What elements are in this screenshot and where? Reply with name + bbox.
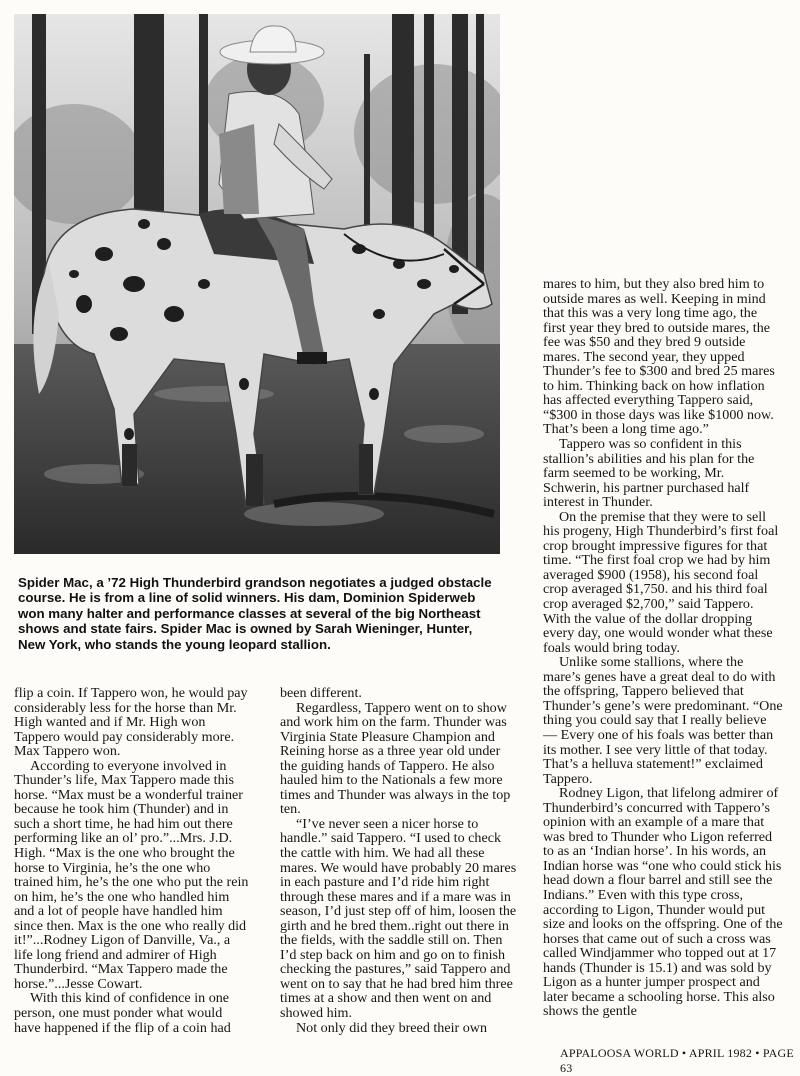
paragraph: been different.: [280, 685, 362, 701]
paragraph: flip a coin. If Tappero won, he would pay considerably less for the horse than Mr. High wanted and if Mr. High won Tappero would pay considerably more. Max Tappero won.: [14, 685, 248, 760]
paragraph: According to everyone involved in Thunder’s life, Max Tappero made this horse. “Max must be a wonderful trainer because he took him (Thunder) and in such a short time, he had him out there performing like an ol’ pro.”...Mrs. J.D. High. “Max is the one who brought the horse to Virginia, he’s the one who trained him, he’s the one who put the rein on him, he’s the one who handled him and a lot of people have handled him since then. Max is the one who really did it!”...Rodney Ligon of Danville, Va., a life long friend and admirer of High Thunderbird. “Max Tappero made the horse.”...Jesse Cowart.: [14, 757, 249, 992]
paragraph: mares to him, but they also bred him to outside mares as well. Keeping in mind that this was a very long time ago, the first year they bred to outside mares, the fee was $50 and they bred 9 outside mares. The second year, they upped Thunder’s fee to $300 and bred 25 mares to him. Thinking back on how inflation has affected everything Tappero said, “$300 in those days was like $1000 now. That’s been a long time ago.”: [543, 276, 775, 438]
article-column-1: [14, 686, 252, 1035]
horse-photo-image: [14, 14, 500, 554]
article-column-2: [280, 686, 520, 1035]
horse-photo: [14, 14, 500, 554]
photo-caption: Spider Mac, a ’72 High Thunderbird grandson negotiates a judged obstacle course. He is from a line of solid winners. His dam, Dominion Spiderweb won many halter and performance classes at several of the big Northeast shows and state fairs. Spider Mac is owned by Sarah Wieninger, Hunter, New York, who stands the young leopard stallion.: [18, 575, 492, 652]
paragraph: “I’ve never seen a nicer horse to handle.” said Tappero. “I used to check the cattle with him. We had all these mares. We would have probably 20 mares in each pasture and I’d ride him right through these mares and if a mare was in season, I’d just step off of him, loosen the girth and he bred them..right out there in the fields, with the saddle still on. Then I’d step back on him and go on to finish checking the pastures,” said Tappero and went on to say that he had bred him three times at a show and then went on and showed him.: [280, 815, 517, 1022]
paragraph: Regardless, Tappero went on to show and work him on the farm. Thunder was Virginia State Pleasure Champion and Reining horse as a three year old under the guiding hands of Tappero. He also hauled him to the Nationals a few more times and Thunder was always in the top ten.: [280, 699, 511, 818]
paragraph: Not only did they breed their own: [296, 1019, 488, 1036]
paragraph: On the premise that they were to sell his progeny, High Thunderbird’s first foal crop brought impressive figures for that time. “The first foal crop we had by him averaged $900 (1958), his second foal crop averaged $1,750. and his third foal crop averaged $2,700,” said Tappero. With the value of the dollar dropping every day, one would wonder what these foals would bring today.: [543, 508, 779, 656]
paragraph: Rodney Ligon, that lifelong admirer of Thunderbird’s concurred with Tappero’s opinion with an example of a mare that was bred to Thunder who Ligon referred to as an ‘Indian horse’. In his words, an Indian horse was “one who could stick his head down a flour barrel and still see the Indians.” Even with this type cross, according to Ligon, Thunder would put size and looks on the offspring. One of the horses that came out of such a cross was called Windjammer who topped out at 17 hands (Thunder is 15.1) and was sold by Ligon as a hunter jumper prospect and later became a schooling horse. This also shows the gentle: [543, 785, 783, 1020]
paragraph: Tappero was so confident in this stallion’s abilities and his plan for the farm seemed to be working, Mr. Schwerin, his partner purchased half interest in Thunder.: [543, 436, 755, 511]
article-column-3: [543, 277, 783, 1019]
paragraph: Unlike some stallions, where the mare’s genes have a great deal to do with the offspring, Tappero believed that Thunder’s gene’s were predominant. “One thing you could say that I really believe — Every one of his foals was better than its mother. I see very little of that today. That’s a helluva statement!” exclaimed Tappero.: [543, 654, 783, 787]
paragraph: With this kind of confidence in one person, one must ponder what would have happened if the flip of a coin had: [14, 990, 231, 1036]
page-footer: APPALOOSA WORLD • APRIL 1982 • PAGE 63: [560, 1046, 794, 1075]
